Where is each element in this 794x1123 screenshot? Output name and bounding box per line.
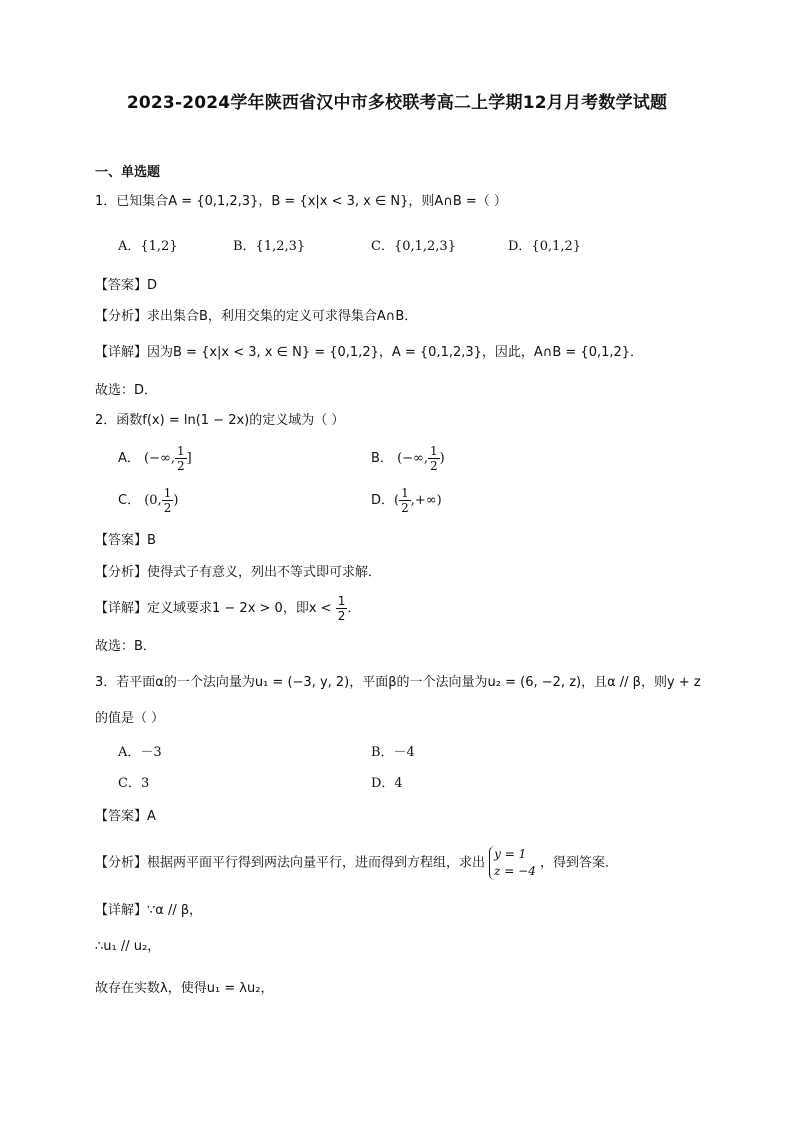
q2-option-d-right: ,+∞) [410, 493, 442, 508]
q1-option-a: A．{1,2} [118, 239, 178, 254]
q3-option-b: B．－4 [371, 745, 415, 760]
q2-analysis: 【分析】使得式子有意义，列出不等式即可求解． [95, 565, 382, 580]
q2-option-c [118, 486, 178, 515]
q2-option-d-fraction: $\frac{1}{2}$ [401, 486, 409, 515]
q2-option-a-label: A． [118, 451, 140, 466]
q2-conclusion: 故选：B． [95, 639, 156, 654]
q1-detail: 【详解】因为B = {x|x < 3, x ∈ N} = {0,1,2}，A = {0,1,2,3}，因此，A∩B = {0,1,2}． [95, 345, 644, 360]
q3-detail-3: 故存在实数λ，使得u₁ = λu₂， [95, 981, 274, 996]
q3-analysis-end: ，得到答案． [540, 855, 619, 871]
q1-analysis: 【分析】求出集合B，利用交集的定义可求得集合A∩B． [95, 309, 418, 324]
q2-option-d-label: D． [371, 493, 395, 508]
page-title: 2023-2024学年陕西省汉中市多校联考高二上学期12月月考数学试题 [126, 93, 668, 113]
q3-equation-system: y = 1 z = −4 [489, 846, 536, 880]
q3-option-d: D．4 [371, 776, 403, 791]
q2-option-c-left: (0, [144, 493, 162, 508]
q2-option-b-fraction: $\frac{1}{2}$ [430, 444, 438, 473]
q1-option-c: C．{0,1,2,3} [371, 239, 456, 254]
section-heading: 一、单选题 [95, 165, 161, 180]
q1-option-b: B．{1,2,3} [233, 239, 306, 254]
q3-option-c: C．3 [118, 776, 150, 791]
q3-analysis [95, 846, 618, 880]
q2-option-a-left: (−∞, [144, 451, 175, 466]
q1-answer: 【答案】D [95, 278, 158, 293]
q2-option-c-fraction: $\frac{1}{2}$ [163, 486, 172, 515]
q1-stem: 1．已知集合A = {0,1,2,3}，B = {x|x < 3, x ∈ N}，则A∩B =（ ） [95, 194, 507, 209]
q1-option-d: D．{0,1,2} [508, 239, 582, 254]
q2-option-b-left: (−∞, [397, 451, 428, 466]
q3-option-a: A．－3 [118, 745, 162, 760]
q2-option-c-label: C． [118, 493, 141, 508]
q2-option-b-label: B． [371, 451, 393, 466]
q2-detail-fraction: $\frac{1}{2}$ [337, 594, 346, 623]
q2-detail-text: 【详解】定义域要求1 − 2x > 0，即x < [95, 601, 332, 616]
q2-option-a-right: ] [186, 451, 192, 466]
q2-stem: 2．函数f(x) = ln(1 − 2x)的定义域为（ ） [95, 413, 345, 428]
q2-option-c-right: ) [173, 493, 179, 508]
q2-option-a [118, 444, 192, 473]
q3-stem-line2: 的值是（ ） [95, 711, 165, 726]
q3-answer: 【答案】A [95, 809, 156, 824]
q2-option-a-fraction: $\frac{1}{2}$ [176, 444, 185, 473]
q2-option-b [371, 444, 445, 473]
q2-detail [95, 594, 360, 623]
q3-analysis-text: 【分析】根据两平面平行得到两法向量平行，进而得到方程组，求出 [95, 855, 486, 871]
q3-detail-2: ∴u₁ // u₂， [95, 939, 161, 954]
q3-detail-1: 【详解】∵α // β， [95, 903, 203, 918]
q2-option-d: D．( $\frac{1}{2}$ ,+∞) [371, 486, 442, 515]
q2-answer: 【答案】B [95, 533, 156, 548]
q1-conclusion: 故选：D． [95, 383, 158, 398]
q3-stem-line1: 3．若平面α的一个法向量为u₁ = (−3, y, 2)，平面β的一个法向量为u₂ = (6, −2, z)，且α // β，则y + z [95, 675, 701, 690]
q2-detail-end: ． [347, 601, 361, 616]
q2-option-b-right: ) [439, 451, 445, 466]
